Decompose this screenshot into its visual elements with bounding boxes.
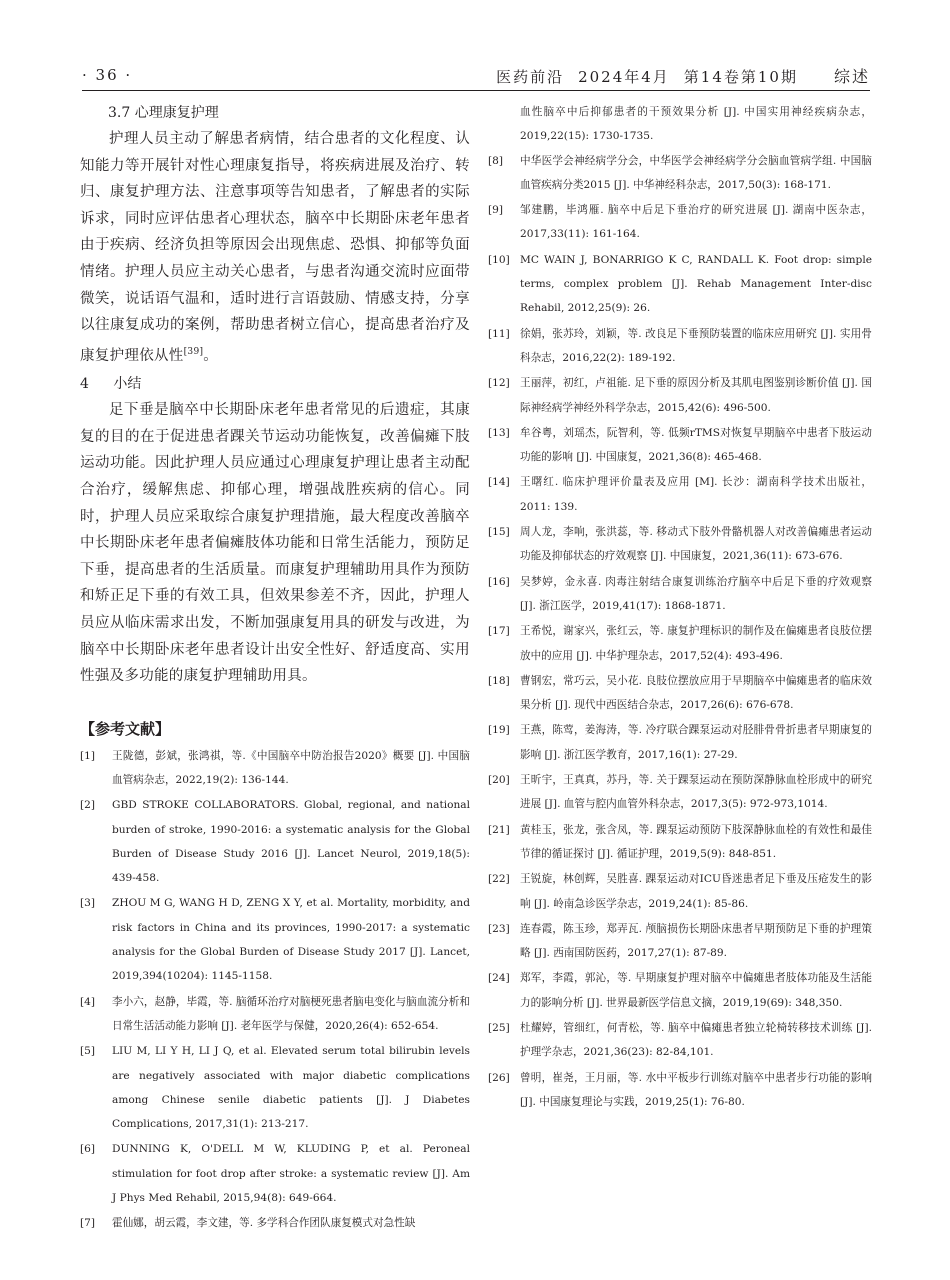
reference-item bbox=[80, 793, 470, 890]
reference-number: [26] bbox=[488, 1071, 510, 1084]
section-title: 小结 bbox=[113, 376, 142, 393]
reference-item bbox=[488, 718, 872, 767]
reference-number: [10] bbox=[488, 253, 510, 266]
reference-text: 徐娟，张苏玲，刘颖，等. 改良足下垂预防装置的临床应用研究 [J]. 实用骨科杂志，2016,22(2): 189-192. bbox=[520, 327, 872, 364]
reference-text: 郑军，李霞，郭沁，等. 早期康复护理对脑卒中偏瘫患者肢体功能及生活能力的影响分析 [J]. 世界最新医学信息文摘，2019,19(69): 348,350. bbox=[520, 972, 872, 1009]
reference-number: [8] bbox=[488, 154, 504, 167]
reference-item bbox=[488, 371, 872, 420]
reference-text: 王希悦，谢家兴，张红云，等. 康复护理标识的制作及在偏瘫患者良肢位摆放中的应用 [J]. 中华护理杂志，2017,52(4): 493-496. bbox=[520, 625, 872, 662]
reference-item bbox=[80, 891, 470, 988]
reference-number: [16] bbox=[488, 575, 510, 588]
paragraph: 足下垂是脑卒中长期卧床老年患者常见的后遗症，其康复的目的在于促进患者踝关节运动功能恢复，改善偏瘫下肢运动功能。因此护理人员应通过心理康复护理让患者主动配合治疗，缓解焦虑、抑郁心理，增强战胜疾病的信心。同时，护理人员应采取综合康复护理措施，最大程度改善脑卒中长期卧床老年患者偏瘫肢体功能和日常生活能力，预防足下垂，提高患者的生活质量。而康复护理辅助用具作为预防和矫正足下垂的有效工具，但效果参差不齐，因此，护理人员应从临床需求出发，不断加强康复用具的研发与改进，为脑卒中长期卧床老年患者设计出安全性好、舒适度高、实用性强及多功能的康复护理辅助用具。 bbox=[80, 402, 470, 685]
issue-date: 2024年4月 bbox=[578, 68, 670, 86]
reference-text: 霍仙娜，胡云霞，李文建，等. 多学科合作团队康复模式对急性缺 bbox=[112, 1217, 416, 1230]
reference-item bbox=[80, 990, 470, 1039]
reference-number: [9] bbox=[488, 204, 504, 217]
section-body-4 bbox=[80, 397, 470, 690]
paragraph bbox=[80, 126, 470, 369]
reference-list-left bbox=[80, 744, 470, 1236]
reference-item bbox=[80, 744, 470, 793]
reference-number: [2] bbox=[80, 799, 96, 812]
section-title: 心理康复护理 bbox=[134, 105, 219, 121]
reference-item bbox=[488, 917, 872, 966]
reference-item bbox=[488, 867, 872, 916]
reference-number: [20] bbox=[488, 774, 510, 787]
section-label: 综述 bbox=[833, 67, 870, 86]
reference-number: [12] bbox=[488, 377, 510, 390]
reference-number: [24] bbox=[488, 972, 510, 985]
reference-text: MC WAIN J, BONARRIGO K C, RANDALL K. Foot drop: simple terms, complex problem [J]. Rehab Management Inter-disc Rehabil, 2012,25(9): 26. bbox=[520, 253, 872, 315]
reference-number: [6] bbox=[80, 1143, 96, 1156]
reference-number: [7] bbox=[80, 1217, 96, 1230]
reference-text: 连春霞，陈玉珍，郑弄瓦. 颅脑损伤长期卧床患者早期预防足下垂的护理策略 [J]. 西南国防医药，2017,27(1): 87-89. bbox=[520, 922, 872, 960]
section-number: 3.7 bbox=[108, 105, 131, 121]
reference-number: [14] bbox=[488, 476, 510, 489]
reference-text: 王锐旋，林创辉，吴胜喜. 踝泵运动对ICU昏迷患者足下垂及压疮发生的影响 [J]. 岭南急诊医学杂志，2019,24(1): 85-86. bbox=[520, 873, 872, 910]
right-column bbox=[488, 100, 872, 1115]
reference-number: [17] bbox=[488, 625, 510, 638]
reference-number: [21] bbox=[488, 823, 510, 836]
section-heading-4 bbox=[80, 371, 470, 397]
reference-text: LIU M, LI Y H, LI J Q, et al. Elevated serum total bilirubin levels are negatively associated with major diabetic complications among Chinese senile diabetic patients [J]. J Diabetes Complications, 2017,31(1): 213-217. bbox=[112, 1045, 470, 1131]
reference-text: 周人龙，李响，张洪蕊，等. 移动式下肢外骨骼机器人对改善偏瘫患者运动功能及抑郁状态的疗效观察 [J]. 中国康复，2021,36(11): 673-676. bbox=[520, 526, 872, 563]
reference-item bbox=[488, 470, 872, 519]
reference-text: 邹建鹏，毕鸿雁. 脑卒中后足下垂治疗的研究进展 [J]. 湖南中医杂志，2017,33(11): 161-164. bbox=[520, 204, 872, 241]
reference-continuation: 血性脑卒中后抑郁患者的干预效果分析 [J]. 中国实用神经疾病杂志，2019,22(15): 1730-1735. bbox=[520, 106, 872, 143]
reference-item bbox=[488, 818, 872, 867]
volume-issue: 第14卷第10期 bbox=[683, 68, 798, 86]
page-header bbox=[82, 60, 870, 91]
reference-item bbox=[488, 520, 872, 569]
journal-info bbox=[482, 64, 870, 87]
reference-text: 李小六，赵静，毕霞，等. 脑循环治疗对脑梗死患者脑电变化与脑血流分析和日常生活活动能力影响 [J]. 老年医学与保健，2020,26(4): 652-654. bbox=[112, 995, 470, 1032]
reference-text: 牟谷粤，刘瑶杰，阮智利，等. 低频rTMS对恢复早期脑卒中患者下肢运动功能的影响 [J]. 中国康复，2021,36(8): 465-468. bbox=[520, 426, 872, 464]
reference-number: [3] bbox=[80, 897, 96, 910]
journal-name: 医药前沿 bbox=[496, 68, 565, 86]
page-number: · 36 · bbox=[82, 66, 133, 84]
reference-text: ZHOU M G, WANG H D, ZENG X Y, et al. Mortality, morbidity, and risk factors in China and its provinces, 1990-2017: a systematic analysis for the Global Burden of Disease Study 2017 [J]. Lancet, 2019,394(10204): 1145-1158. bbox=[112, 897, 470, 983]
reference-item bbox=[488, 619, 872, 668]
reference-number: [25] bbox=[488, 1021, 510, 1034]
reference-text: 黄桂玉，张龙，张含凤，等. 踝泵运动预防下肢深静脉血栓的有效性和最佳节律的循证探讨 [J]. 循证护理，2019,5(9): 848-851. bbox=[520, 823, 872, 860]
reference-number: [13] bbox=[488, 426, 510, 439]
reference-item bbox=[80, 1211, 470, 1235]
reference-item bbox=[488, 322, 872, 371]
reference-text: 王曙红. 临床护理评价量表及应用 [M]. 长沙：湖南科学技术出版社，2011: 139. bbox=[520, 476, 872, 513]
reference-text: 曾明，崔尧，王月丽，等. 水中平板步行训练对脑卒中患者步行功能的影响 [J]. 中国康复理论与实践，2019,25(1): 76-80. bbox=[520, 1071, 872, 1108]
reference-text: 吴梦婷，金永喜. 肉毒注射结合康复训练治疗脑卒中后足下垂的疗效观察 [J]. 浙江医学，2019,41(17): 1868-1871. bbox=[520, 575, 872, 612]
left-column bbox=[80, 100, 470, 1237]
reference-number: [15] bbox=[488, 526, 510, 539]
section-heading-3-7 bbox=[80, 100, 470, 126]
reference-number: [22] bbox=[488, 873, 510, 886]
reference-text: GBD STROKE COLLABORATORS. Global, regional, and national burden of stroke, 1990-2016: a systematic analysis for the Global Burden of Disease Study 2016 [J]. Lancet Neurol, 2019,18(5): 439-458. bbox=[112, 799, 470, 885]
reference-number: [23] bbox=[488, 922, 510, 935]
reference-item bbox=[80, 1039, 470, 1136]
reference-item bbox=[488, 570, 872, 619]
reference-number: [18] bbox=[488, 674, 510, 687]
reference-item bbox=[488, 669, 872, 718]
reference-text: DUNNING K, O'DELL M W, KLUDING P, et al. Peroneal stimulation for foot drop after stroke: a systematic review [J]. Am J Phys Med Rehabil, 2015,94(8): 649-664. bbox=[112, 1143, 470, 1205]
reference-item bbox=[488, 1016, 872, 1065]
reference-text: 王昕宇，王真真，苏丹，等. 关于踝泵运动在预防深静脉血栓形成中的研究进展 [J]. 血管与腔内血管外科杂志，2017,3(5): 972-973,1014. bbox=[520, 774, 872, 811]
paragraph-end: 。 bbox=[203, 347, 219, 364]
reference-item bbox=[488, 768, 872, 817]
reference-text: 曹钢宏，常巧云，吴小花. 良肢位摆放应用于早期脑卒中偏瘫患者的临床效果分析 [J]. 现代中西医结合杂志，2017,26(6): 676-678. bbox=[520, 674, 872, 712]
reference-text: 王丽萍，初红，卢祖能. 足下垂的原因分析及其肌电图鉴别诊断价值 [J]. 国际神经病学神经外科学杂志，2015,42(6): 496-500. bbox=[520, 377, 872, 414]
reference-number: [19] bbox=[488, 724, 510, 737]
reference-item bbox=[80, 1137, 470, 1210]
reference-item bbox=[488, 1066, 872, 1115]
reference-text: 中华医学会神经病学分会，中华医学会神经病学分会脑血管病学组. 中国脑血管疾病分类2015 [J]. 中华神经科杂志，2017,50(3): 168-171. bbox=[520, 154, 872, 191]
section-number: 4 bbox=[80, 376, 89, 393]
reference-item bbox=[488, 198, 872, 247]
reference-text: 王燕，陈莺，姜海涛，等. 冷疗联合踝泵运动对胫腓骨骨折患者早期康复的影响 [J]. 浙江医学教育，2017,16(1): 27-29. bbox=[520, 724, 872, 761]
reference-item bbox=[488, 966, 872, 1015]
reference-number: [1] bbox=[80, 749, 96, 762]
reference-item bbox=[488, 248, 872, 321]
reference-number: [4] bbox=[80, 995, 96, 1008]
reference-number: [11] bbox=[488, 327, 510, 340]
paragraph-text: 护理人员主动了解患者病情，结合患者的文化程度、认知能力等开展针对性心理康复指导，将疾病进展及治疗、转归、康复护理方法、注意事项等告知患者，了解患者的实际诉求，同时应评估患者心理状态，脑卒中长期卧床老年患者由于疾病、经济负担等原因会出现焦虑、恐惧、抑郁等负面情绪。护理人员应主动关心患者，与患者沟通交流时应面带微笑，说话语气温和，适时进行言语鼓励、情感支持，分享以往康复成功的案例，帮助患者树立信心，提高患者治疗及康复护理依从性 bbox=[80, 131, 470, 364]
reference-text: 杜耀婷，管细红，何青松，等. 脑卒中偏瘫患者独立轮椅转移技术训练 [J]. 护理学杂志，2021,36(23): 82-84,101. bbox=[520, 1021, 872, 1059]
reference-number: [5] bbox=[80, 1045, 96, 1058]
citation: [39] bbox=[183, 346, 204, 357]
references-heading: 【参考文献】 bbox=[80, 719, 171, 738]
section-body-3-7 bbox=[80, 126, 470, 369]
reference-list-right bbox=[488, 149, 872, 1115]
reference-text: 王陇德，彭斌，张鸿祺，等.《中国脑卒中防治报告2020》概要 [J]. 中国脑血管病杂志，2022,19(2): 136-144. bbox=[112, 749, 470, 786]
reference-item bbox=[488, 421, 872, 470]
reference-item bbox=[488, 149, 872, 198]
